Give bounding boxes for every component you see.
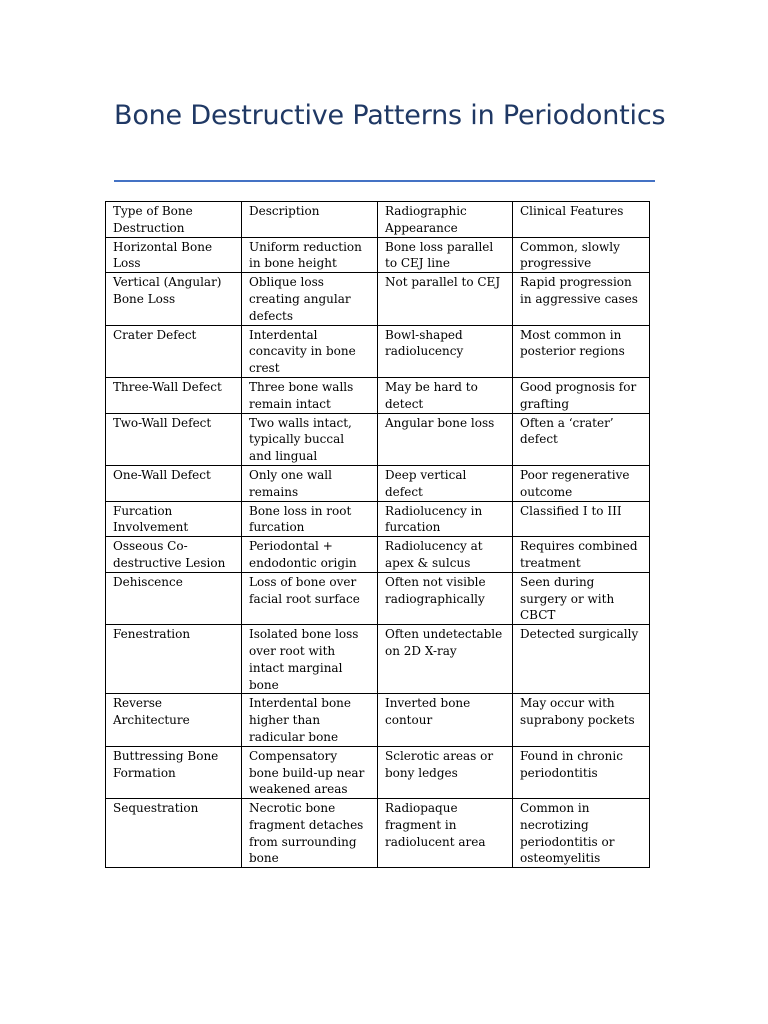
cell-type: Vertical (Angular) Bone Loss	[106, 273, 242, 325]
cell-description: Only one wall remains	[242, 465, 378, 501]
cell-radiographic: Bone loss parallel to CEJ line	[378, 237, 513, 273]
table-row	[106, 799, 650, 868]
header-type: Type of Bone Destruction	[106, 202, 242, 238]
cell-type: Furcation Involvement	[106, 501, 242, 537]
cell-description: Loss of bone over facial root surface	[242, 572, 378, 624]
table-header-row	[106, 202, 650, 238]
cell-type: Reverse Architecture	[106, 694, 242, 746]
cell-type: Horizontal Bone Loss	[106, 237, 242, 273]
cell-type: Buttressing Bone Formation	[106, 746, 242, 798]
table-row	[106, 377, 650, 413]
cell-clinical: Poor regenerative outcome	[513, 465, 650, 501]
cell-type: Crater Defect	[106, 325, 242, 377]
cell-type: One-Wall Defect	[106, 465, 242, 501]
cell-description: Three bone walls remain intact	[242, 377, 378, 413]
cell-clinical: May occur with suprabony pockets	[513, 694, 650, 746]
cell-radiographic: Inverted bone contour	[378, 694, 513, 746]
cell-type: Dehiscence	[106, 572, 242, 624]
cell-type: Osseous Co-destructive Lesion	[106, 537, 242, 573]
cell-clinical: Most common in posterior regions	[513, 325, 650, 377]
cell-radiographic: Not parallel to CEJ	[378, 273, 513, 325]
cell-description: Interdental bone higher than radicular bone	[242, 694, 378, 746]
cell-description: Interdental concavity in bone crest	[242, 325, 378, 377]
cell-description: Necrotic bone fragment detaches from surrounding bone	[242, 799, 378, 868]
cell-radiographic: Often not visible radiographically	[378, 572, 513, 624]
cell-clinical: Classified I to III	[513, 501, 650, 537]
table-row	[106, 694, 650, 746]
cell-clinical: Common, slowly progressive	[513, 237, 650, 273]
table-row	[106, 537, 650, 573]
header-description: Description	[242, 202, 378, 238]
cell-clinical: Requires combined treatment	[513, 537, 650, 573]
cell-clinical: Seen during surgery or with CBCT	[513, 572, 650, 624]
table-row	[106, 746, 650, 798]
cell-description: Bone loss in root furcation	[242, 501, 378, 537]
cell-description: Compensatory bone build-up near weakened areas	[242, 746, 378, 798]
cell-description: Periodontal + endodontic origin	[242, 537, 378, 573]
cell-clinical: Common in necrotizing periodontitis or osteomyelitis	[513, 799, 650, 868]
table-row	[106, 501, 650, 537]
cell-radiographic: Angular bone loss	[378, 413, 513, 465]
cell-radiographic: Radiopaque fragment in radiolucent area	[378, 799, 513, 868]
cell-description: Two walls intact, typically buccal and lingual	[242, 413, 378, 465]
cell-radiographic: Deep vertical defect	[378, 465, 513, 501]
cell-type: Three-Wall Defect	[106, 377, 242, 413]
cell-clinical: Good prognosis for grafting	[513, 377, 650, 413]
bone-patterns-table	[105, 201, 650, 868]
cell-description: Isolated bone loss over root with intact marginal bone	[242, 625, 378, 694]
cell-clinical: Often a ‘crater’ defect	[513, 413, 650, 465]
table-row	[106, 465, 650, 501]
cell-radiographic: Often undetectable on 2D X-ray	[378, 625, 513, 694]
table-row	[106, 237, 650, 273]
table-body	[106, 237, 650, 868]
header-radiographic: Radiographic Appearance	[378, 202, 513, 238]
table-row	[106, 325, 650, 377]
table-row	[106, 625, 650, 694]
cell-radiographic: Sclerotic areas or bony ledges	[378, 746, 513, 798]
table-row	[106, 413, 650, 465]
cell-radiographic: Radiolucency in furcation	[378, 501, 513, 537]
cell-type: Two-Wall Defect	[106, 413, 242, 465]
table-row	[106, 273, 650, 325]
title-underline	[114, 180, 655, 182]
cell-radiographic: Bowl-shaped radiolucency	[378, 325, 513, 377]
header-clinical: Clinical Features	[513, 202, 650, 238]
table-header	[106, 202, 650, 238]
table-row	[106, 572, 650, 624]
cell-description: Uniform reduction in bone height	[242, 237, 378, 273]
document-title: Bone Destructive Patterns in Periodontics	[114, 100, 666, 131]
cell-clinical: Detected surgically	[513, 625, 650, 694]
cell-type: Fenestration	[106, 625, 242, 694]
cell-radiographic: May be hard to detect	[378, 377, 513, 413]
cell-type: Sequestration	[106, 799, 242, 868]
cell-clinical: Found in chronic periodontitis	[513, 746, 650, 798]
cell-radiographic: Radiolucency at apex & sulcus	[378, 537, 513, 573]
cell-clinical: Rapid progression in aggressive cases	[513, 273, 650, 325]
cell-description: Oblique loss creating angular defects	[242, 273, 378, 325]
